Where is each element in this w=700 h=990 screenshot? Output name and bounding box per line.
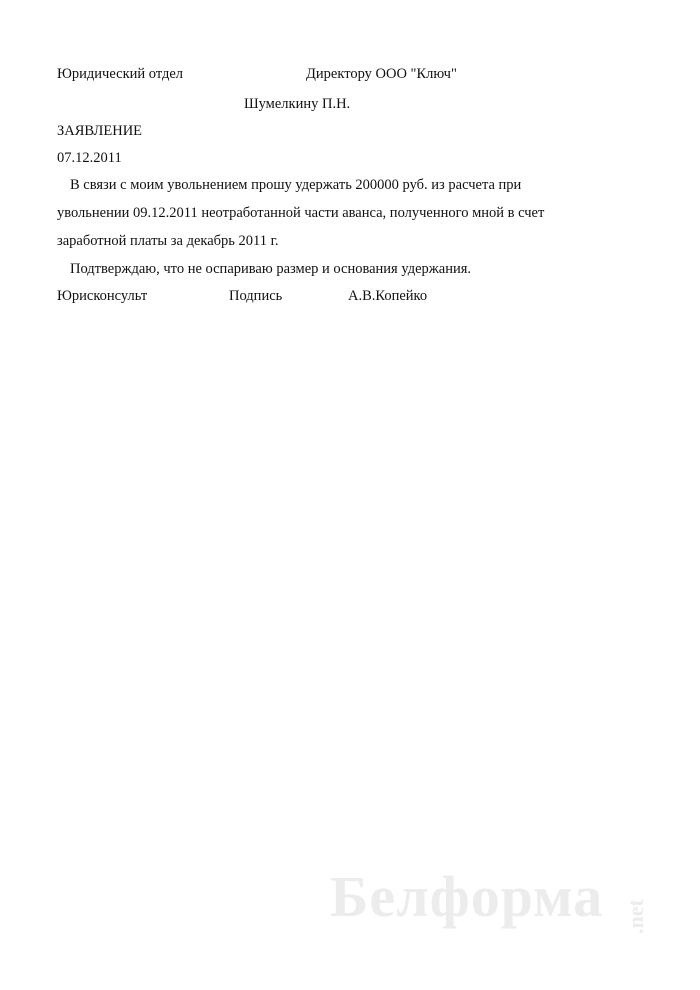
document-date: 07.12.2011	[57, 150, 122, 166]
watermark-suffix-text: .net	[623, 899, 648, 934]
watermark-main-text: Белформа	[330, 864, 604, 929]
body-line-1: В связи с моим увольнением прошу удержать 200000 руб. из расчета при	[70, 177, 522, 193]
department-label: Юридический отдел	[57, 66, 184, 82]
document-title: ЗАЯВЛЕНИЕ	[57, 123, 143, 139]
signature-label: Подпись	[229, 288, 283, 304]
signature-name: А.В.Копейко	[348, 288, 428, 304]
body-line-2: увольнении 09.12.2011 неотработанной части аванса, полученного мной в счет	[57, 205, 545, 221]
body-line-3: заработной платы за декабрь 2011 г.	[57, 233, 279, 249]
addressee-director: Директору ООО "Ключ"	[306, 66, 457, 82]
belforma-watermark	[330, 864, 670, 948]
confirmation-text: Подтверждаю, что не оспариваю размер и основания удержания.	[70, 261, 472, 277]
addressee-name: Шумелкину П.Н.	[244, 96, 351, 112]
signature-position: Юрисконсульт	[57, 288, 148, 304]
